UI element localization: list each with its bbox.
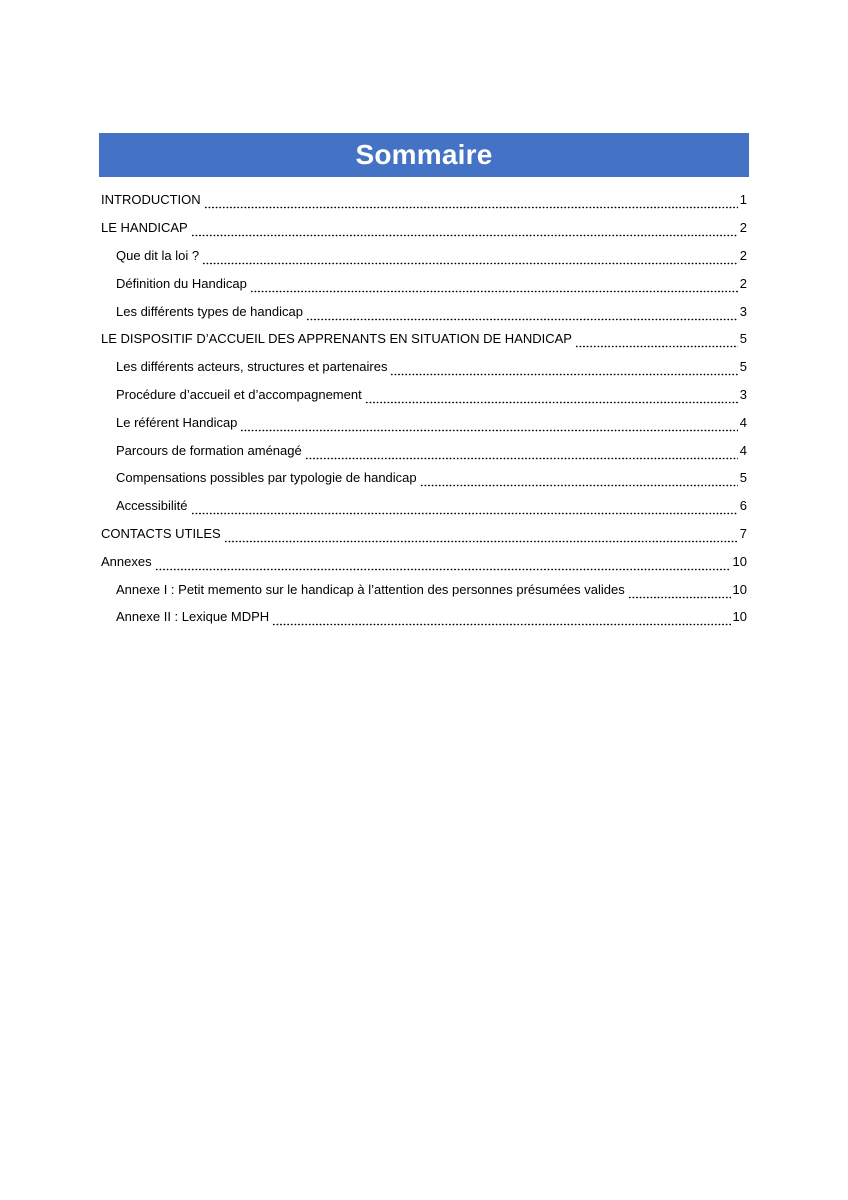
toc-entry-page-number: 2 (739, 247, 747, 263)
toc-entry[interactable] (101, 464, 747, 492)
toc-entry[interactable] (101, 214, 747, 242)
toc-entry[interactable] (101, 186, 747, 214)
dot-leader (155, 558, 731, 571)
toc-entry[interactable] (101, 297, 747, 325)
dot-leader (250, 280, 738, 293)
dot-leader (365, 391, 738, 404)
toc-entry-label: Annexe I : Petit memento sur le handicap à l’attention des personnes présumées valides (116, 581, 625, 597)
dot-leader (628, 586, 731, 599)
toc-entry-page-number: 10 (732, 581, 747, 597)
toc-entry[interactable] (101, 436, 747, 464)
dot-leader (191, 502, 738, 515)
dot-leader (224, 530, 738, 543)
toc-entry[interactable] (101, 353, 747, 381)
toc-entry-label: Les différents types de handicap (116, 303, 303, 319)
toc-entry-page-number: 1 (739, 192, 747, 208)
toc-entry-label: INTRODUCTION (101, 192, 201, 208)
toc-entry-page-number: 6 (739, 498, 747, 514)
toc-entry-label: Annexes (101, 553, 152, 569)
toc-entry-label: CONTACTS UTILES (101, 525, 221, 541)
toc-entry-page-number: 2 (739, 220, 747, 236)
page-title: Sommaire (355, 139, 493, 170)
toc-entry-label: Le référent Handicap (116, 414, 238, 430)
toc-entry-page-number: 5 (739, 470, 747, 486)
toc-entry[interactable] (101, 547, 747, 575)
dot-leader (420, 474, 738, 487)
dot-leader (306, 308, 738, 321)
toc-entry[interactable] (101, 603, 747, 631)
toc-entry-label: Les différents acteurs, structures et partenaires (116, 359, 388, 375)
toc-entry[interactable] (101, 492, 747, 520)
dot-leader (272, 613, 730, 626)
toc-entry-label: Procédure d’accueil et d’accompagnement (116, 386, 362, 402)
toc-entry-page-number: 4 (739, 442, 747, 458)
toc-entry-label: Accessibilité (116, 498, 188, 514)
toc-entry-page-number: 4 (739, 414, 747, 430)
toc-entry-label: Parcours de formation aménagé (116, 442, 302, 458)
toc-entry-label: Annexe II : Lexique MDPH (116, 609, 270, 625)
dot-leader (390, 363, 737, 376)
toc-entry-label: Définition du Handicap (116, 275, 247, 291)
title-banner (99, 133, 749, 177)
toc-entry-page-number: 10 (732, 609, 747, 625)
table-of-contents (101, 186, 747, 631)
toc-entry-page-number: 7 (739, 525, 747, 541)
toc-entry-page-number: 2 (739, 275, 747, 291)
toc-entry[interactable] (101, 408, 747, 436)
toc-entry-label: LE HANDICAP (101, 220, 188, 236)
toc-entry[interactable] (101, 242, 747, 270)
dot-leader (240, 419, 737, 432)
toc-entry-page-number: 3 (739, 303, 747, 319)
dot-leader (575, 335, 738, 348)
toc-entry[interactable] (101, 520, 747, 548)
toc-entry-page-number: 5 (739, 359, 747, 375)
toc-entry-label: LE DISPOSITIF D’ACCUEIL DES APPRENANTS EN SITUATION DE HANDICAP (101, 331, 572, 347)
toc-entry[interactable] (101, 325, 747, 353)
dot-leader (305, 447, 738, 460)
toc-entry[interactable] (101, 575, 747, 603)
toc-entry-label: Compensations possibles par typologie de handicap (116, 470, 417, 486)
toc-entry[interactable] (101, 269, 747, 297)
toc-entry[interactable] (101, 381, 747, 409)
toc-entry-page-number: 3 (739, 386, 747, 402)
dot-leader (191, 224, 738, 237)
dot-leader (202, 252, 738, 265)
toc-entry-label: Que dit la loi ? (116, 247, 200, 263)
dot-leader (204, 196, 738, 209)
toc-entry-page-number: 10 (732, 553, 747, 569)
toc-entry-page-number: 5 (739, 331, 747, 347)
